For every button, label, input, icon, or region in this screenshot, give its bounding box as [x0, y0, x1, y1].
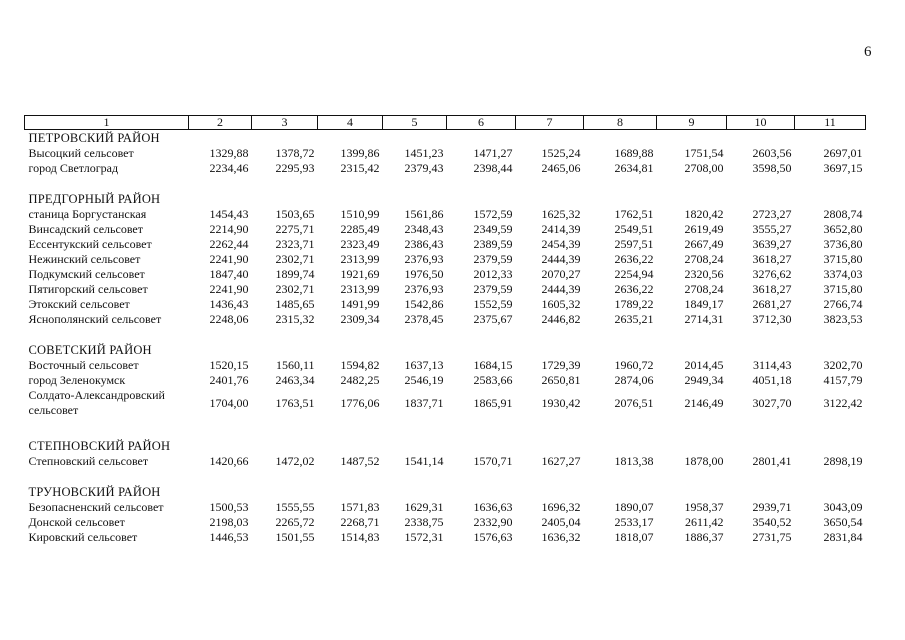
- value-cell: 2634,81: [614, 161, 654, 175]
- value-cell: 2603,56: [752, 146, 792, 160]
- table-row: [25, 161, 866, 176]
- value-cell: 3618,27: [752, 282, 792, 296]
- value-cell: 2708,24: [684, 252, 724, 266]
- tariff-table: [24, 115, 866, 545]
- value-cell: 2323,71: [275, 237, 315, 251]
- value-cell: 1763,51: [275, 395, 315, 410]
- value-cell: 3276,62: [752, 267, 792, 281]
- value-cell: 1436,43: [209, 297, 249, 311]
- table-row: [25, 312, 866, 327]
- value-cell: 2874,06: [614, 373, 654, 387]
- settlement-name: Нежинский сельсовет: [28, 252, 141, 266]
- value-cell: 1637,13: [404, 358, 444, 372]
- value-cell: 1451,23: [404, 146, 444, 160]
- value-cell: 2939,71: [752, 500, 792, 514]
- value-cell: 2766,74: [823, 297, 863, 311]
- value-cell: 1751,54: [684, 146, 724, 160]
- value-cell: 3697,15: [823, 161, 863, 175]
- value-cell: 2146,49: [684, 395, 724, 410]
- value-cell: 2302,71: [275, 282, 315, 296]
- value-cell: 1503,65: [275, 207, 315, 221]
- value-cell: 1576,63: [473, 530, 513, 544]
- value-cell: 2014,45: [684, 358, 724, 372]
- value-cell: 2375,67: [473, 312, 513, 326]
- value-cell: 3202,70: [823, 358, 863, 372]
- settlement-name: Подкумский сельсовет: [28, 267, 145, 281]
- value-cell: 2234,46: [209, 161, 249, 175]
- value-cell: 1636,63: [473, 500, 513, 514]
- value-cell: 1552,59: [473, 297, 513, 311]
- value-cell: 1818,07: [614, 530, 654, 544]
- value-cell: 1960,72: [614, 358, 654, 372]
- value-cell: 2348,43: [404, 222, 444, 236]
- value-cell: 2714,31: [684, 312, 724, 326]
- column-header: 3: [252, 116, 318, 130]
- value-cell: 2076,51: [614, 395, 654, 410]
- value-cell: 2262,44: [209, 237, 249, 251]
- table-body: [25, 130, 866, 546]
- value-cell: 1420,66: [209, 454, 249, 468]
- value-cell: 1890,07: [614, 500, 654, 514]
- value-cell: 2241,90: [209, 282, 249, 296]
- value-cell: 2332,90: [473, 515, 513, 529]
- settlement-name: Яснополянский сельсовет: [28, 312, 162, 326]
- value-cell: 1487,52: [340, 454, 380, 468]
- table-row: [25, 146, 866, 161]
- value-cell: 2444,39: [541, 252, 581, 266]
- table-row: [25, 237, 866, 252]
- settlement-name: Ессентукский сельсовет: [28, 237, 152, 251]
- value-cell: 2268,71: [340, 515, 380, 529]
- value-cell: 1500,53: [209, 500, 249, 514]
- value-cell: 2338,75: [404, 515, 444, 529]
- value-cell: 2465,06: [541, 161, 581, 175]
- table-header: [25, 116, 866, 130]
- table-row: [25, 282, 866, 297]
- column-header: 9: [657, 116, 727, 130]
- district-name: ПРЕДГОРНЫЙ РАЙОН: [28, 192, 161, 206]
- value-cell: 1696,32: [541, 500, 581, 514]
- table-row: [25, 252, 866, 267]
- column-header: 6: [447, 116, 516, 130]
- value-cell: 2313,99: [340, 282, 380, 296]
- value-cell: 1776,06: [340, 395, 380, 410]
- value-cell: 2323,49: [340, 237, 380, 251]
- value-cell: 1958,37: [684, 500, 724, 514]
- spacer-cell: [25, 327, 866, 342]
- table-row: [25, 373, 866, 388]
- settlement-name: Высоцкий сельсовет: [28, 146, 134, 160]
- value-cell: 2315,42: [340, 161, 380, 175]
- value-cell: 1329,88: [209, 146, 249, 160]
- value-cell: 2708,24: [684, 282, 724, 296]
- district-name: ПЕТРОВСКИЙ РАЙОН: [28, 131, 160, 145]
- value-cell: 2444,39: [541, 282, 581, 296]
- page-number: 6: [864, 44, 872, 60]
- value-cell: 2583,66: [473, 373, 513, 387]
- value-cell: 2349,59: [473, 222, 513, 236]
- value-cell: 2549,51: [614, 222, 654, 236]
- value-cell: 3823,53: [823, 312, 863, 326]
- value-cell: 3715,80: [823, 252, 863, 266]
- value-cell: 3650,54: [823, 515, 863, 529]
- value-cell: 1525,24: [541, 146, 581, 160]
- section-spacer: [25, 327, 866, 342]
- value-cell: 2379,59: [473, 252, 513, 266]
- column-header: 2: [189, 116, 252, 130]
- value-cell: 2070,27: [541, 267, 581, 281]
- section-spacer: [25, 418, 866, 438]
- value-cell: 2302,71: [275, 252, 315, 266]
- district-name: ТРУНОВСКИЙ РАЙОН: [28, 485, 161, 499]
- value-cell: 3043,09: [823, 500, 863, 514]
- value-cell: 2265,72: [275, 515, 315, 529]
- value-cell: 2398,44: [473, 161, 513, 175]
- value-cell: 2315,32: [275, 312, 315, 326]
- value-cell: 1627,27: [541, 454, 581, 468]
- value-cell: 2611,42: [684, 515, 724, 529]
- spacer-cell: [25, 418, 866, 438]
- value-cell: 1837,71: [404, 395, 444, 410]
- value-cell: 2446,82: [541, 312, 581, 326]
- district-name: СОВЕТСКИЙ РАЙОН: [28, 343, 152, 357]
- value-cell: 1542,86: [404, 297, 444, 311]
- value-cell: 1572,31: [404, 530, 444, 544]
- column-header: 11: [795, 116, 866, 130]
- value-cell: 1510,99: [340, 207, 380, 221]
- value-cell: 2214,90: [209, 222, 249, 236]
- table-row: [25, 267, 866, 282]
- value-cell: 1605,32: [541, 297, 581, 311]
- district-heading-row: [25, 438, 866, 454]
- table-row: [25, 515, 866, 530]
- value-cell: 2378,45: [404, 312, 444, 326]
- value-cell: 2254,94: [614, 267, 654, 281]
- district-heading-row: [25, 484, 866, 500]
- settlement-name: город Зеленокумск: [28, 373, 126, 387]
- value-cell: 2482,25: [340, 373, 380, 387]
- spacer-cell: [25, 176, 866, 191]
- value-cell: 2454,39: [541, 237, 581, 251]
- value-cell: 1454,43: [209, 207, 249, 221]
- value-cell: 1491,99: [340, 297, 380, 311]
- value-cell: 1930,42: [541, 395, 581, 410]
- value-cell: 1561,86: [404, 207, 444, 221]
- value-cell: 4051,18: [752, 373, 792, 387]
- value-cell: 2708,00: [684, 161, 724, 175]
- column-header: 4: [318, 116, 383, 130]
- value-cell: 2546,19: [404, 373, 444, 387]
- value-cell: 2414,39: [541, 222, 581, 236]
- column-header: 10: [727, 116, 795, 130]
- value-cell: 3540,52: [752, 515, 792, 529]
- value-cell: 1501,55: [275, 530, 315, 544]
- table-row: [25, 500, 866, 515]
- value-cell: 1820,42: [684, 207, 724, 221]
- settlement-name: Донской сельсовет: [28, 515, 125, 529]
- value-cell: 1560,11: [275, 358, 315, 372]
- value-cell: 1472,02: [275, 454, 315, 468]
- value-cell: 3598,50: [752, 161, 792, 175]
- column-header: 7: [516, 116, 584, 130]
- tariff-table-container: [24, 115, 866, 545]
- value-cell: 1689,88: [614, 146, 654, 160]
- value-cell: 2831,84: [823, 530, 863, 544]
- district-heading-row: [25, 130, 866, 147]
- value-cell: 3652,80: [823, 222, 863, 236]
- value-cell: 1399,86: [340, 146, 380, 160]
- value-cell: 2681,27: [752, 297, 792, 311]
- column-header: 1: [25, 116, 189, 130]
- table-row: [25, 388, 866, 418]
- value-cell: 3618,27: [752, 252, 792, 266]
- value-cell: 1878,00: [684, 454, 724, 468]
- settlement-name: Восточный сельсовет: [28, 358, 139, 372]
- value-cell: 2723,27: [752, 207, 792, 221]
- value-cell: 2635,21: [614, 312, 654, 326]
- value-cell: 3715,80: [823, 282, 863, 296]
- district-name: СТЕПНОВСКИЙ РАЙОН: [28, 439, 171, 453]
- value-cell: 2949,34: [684, 373, 724, 387]
- value-cell: 2801,41: [752, 454, 792, 468]
- value-cell: 3639,27: [752, 237, 792, 251]
- table-row: [25, 207, 866, 222]
- table-row: [25, 222, 866, 237]
- value-cell: 2533,17: [614, 515, 654, 529]
- value-cell: 1865,91: [473, 395, 513, 410]
- value-cell: 1921,69: [340, 267, 380, 281]
- value-cell: 1485,65: [275, 297, 315, 311]
- value-cell: 3027,70: [752, 395, 792, 410]
- column-header: 5: [383, 116, 447, 130]
- section-spacer: [25, 469, 866, 484]
- value-cell: 2898,19: [823, 454, 863, 468]
- value-cell: 1847,40: [209, 267, 249, 281]
- value-cell: 1849,17: [684, 297, 724, 311]
- value-cell: 2320,56: [684, 267, 724, 281]
- value-cell: 1813,38: [614, 454, 654, 468]
- value-cell: 1570,71: [473, 454, 513, 468]
- value-cell: 2295,93: [275, 161, 315, 175]
- value-cell: 2808,74: [823, 207, 863, 221]
- table-row: [25, 454, 866, 469]
- value-cell: 3736,80: [823, 237, 863, 251]
- value-cell: 1636,32: [541, 530, 581, 544]
- value-cell: 2386,43: [404, 237, 444, 251]
- value-cell: 2379,43: [404, 161, 444, 175]
- spacer-cell: [25, 469, 866, 484]
- settlement-name: Солдато-Александровский сельсовет: [28, 388, 165, 417]
- value-cell: 2313,99: [340, 252, 380, 266]
- value-cell: 1684,15: [473, 358, 513, 372]
- value-cell: 1572,59: [473, 207, 513, 221]
- value-cell: 1625,32: [541, 207, 581, 221]
- table-row: [25, 530, 866, 545]
- value-cell: 1762,51: [614, 207, 654, 221]
- settlement-name: станица Боргустанская: [28, 207, 147, 221]
- value-cell: 2379,59: [473, 282, 513, 296]
- value-cell: 2636,22: [614, 252, 654, 266]
- value-cell: 1704,00: [209, 395, 249, 410]
- column-header: 8: [584, 116, 657, 130]
- table-row: [25, 358, 866, 373]
- settlement-name: Кировский сельсовет: [28, 530, 138, 544]
- value-cell: 2697,01: [823, 146, 863, 160]
- value-cell: 2248,06: [209, 312, 249, 326]
- section-spacer: [25, 176, 866, 191]
- value-cell: 1789,22: [614, 297, 654, 311]
- value-cell: 1520,15: [209, 358, 249, 372]
- value-cell: 3114,43: [752, 358, 792, 372]
- value-cell: 1378,72: [275, 146, 315, 160]
- value-cell: 2405,04: [541, 515, 581, 529]
- settlement-name: город Светлоград: [28, 161, 119, 175]
- value-cell: 3374,03: [823, 267, 863, 281]
- value-cell: 1514,83: [340, 530, 380, 544]
- value-cell: 1541,14: [404, 454, 444, 468]
- value-cell: 2376,93: [404, 282, 444, 296]
- value-cell: 2198,03: [209, 515, 249, 529]
- value-cell: 2650,81: [541, 373, 581, 387]
- value-cell: 1729,39: [541, 358, 581, 372]
- value-cell: 1446,53: [209, 530, 249, 544]
- value-cell: 1555,55: [275, 500, 315, 514]
- value-cell: 2376,93: [404, 252, 444, 266]
- table-row: [25, 297, 866, 312]
- value-cell: 3712,30: [752, 312, 792, 326]
- value-cell: 2275,71: [275, 222, 315, 236]
- value-cell: 2667,49: [684, 237, 724, 251]
- value-cell: 1886,37: [684, 530, 724, 544]
- value-cell: 3555,27: [752, 222, 792, 236]
- value-cell: 3122,42: [823, 395, 863, 410]
- value-cell: 2463,34: [275, 373, 315, 387]
- value-cell: 1571,83: [340, 500, 380, 514]
- column-number-row: [25, 116, 866, 130]
- settlement-name: Пятигорский сельсовет: [28, 282, 148, 296]
- value-cell: 1594,82: [340, 358, 380, 372]
- settlement-name: Безопасненский сельсовет: [28, 500, 164, 514]
- value-cell: 2401,76: [209, 373, 249, 387]
- value-cell: 2285,49: [340, 222, 380, 236]
- value-cell: 2636,22: [614, 282, 654, 296]
- value-cell: 1899,74: [275, 267, 315, 281]
- value-cell: 1976,50: [404, 267, 444, 281]
- value-cell: 2012,33: [473, 267, 513, 281]
- value-cell: 2241,90: [209, 252, 249, 266]
- value-cell: 1629,31: [404, 500, 444, 514]
- district-heading-row: [25, 342, 866, 358]
- value-cell: 1471,27: [473, 146, 513, 160]
- settlement-name: Винсадский сельсовет: [28, 222, 144, 236]
- settlement-name: Этокский сельсовет: [28, 297, 130, 311]
- district-heading-row: [25, 191, 866, 207]
- value-cell: 2619,49: [684, 222, 724, 236]
- value-cell: 2309,34: [340, 312, 380, 326]
- value-cell: 2389,59: [473, 237, 513, 251]
- value-cell: 4157,79: [823, 373, 863, 387]
- value-cell: 2597,51: [614, 237, 654, 251]
- value-cell: 2731,75: [752, 530, 792, 544]
- settlement-name: Степновский сельсовет: [28, 454, 149, 468]
